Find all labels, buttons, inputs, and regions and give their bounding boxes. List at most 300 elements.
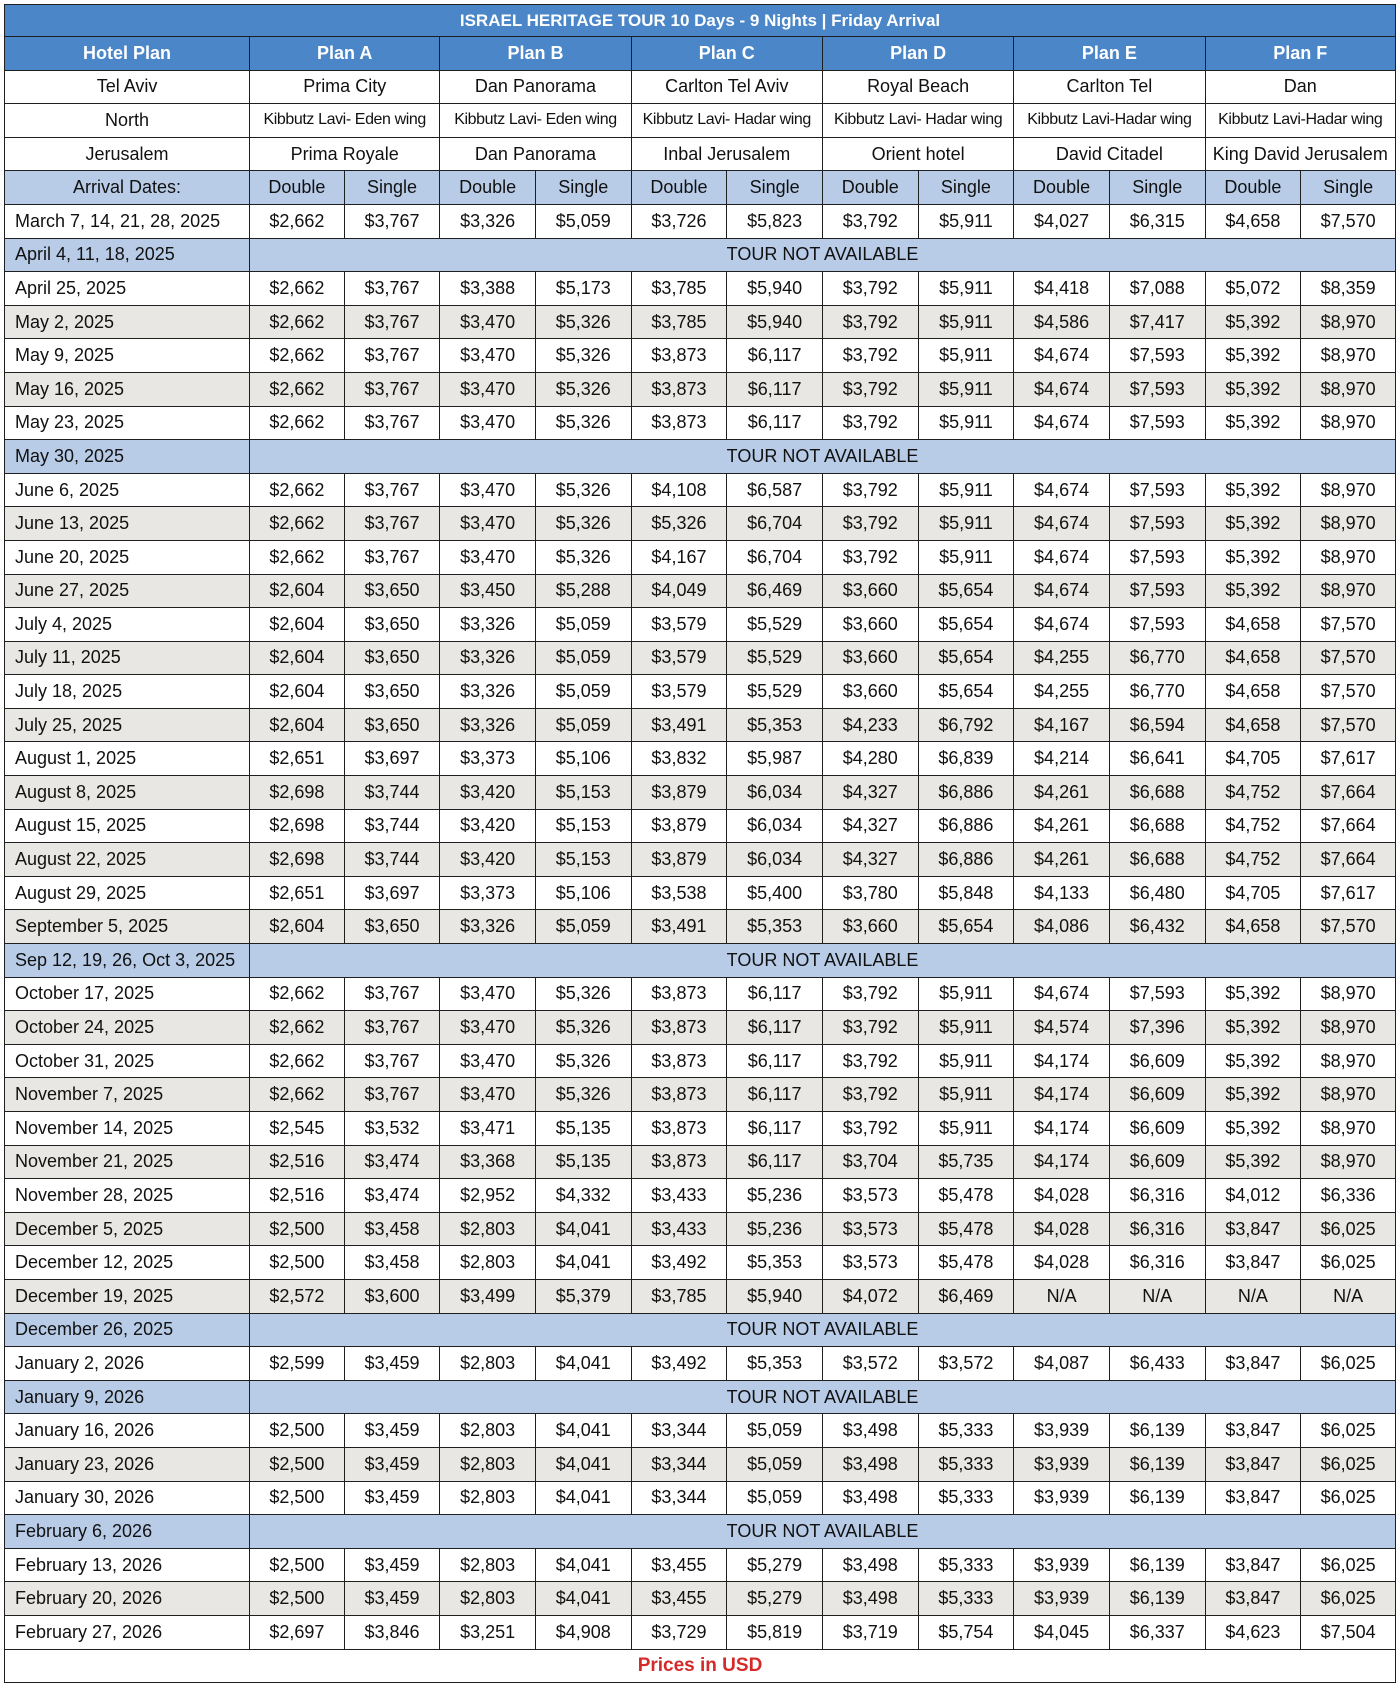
single-price: $5,911 xyxy=(918,1078,1014,1112)
double-price: $3,729 xyxy=(631,1615,727,1649)
single-price: $4,041 xyxy=(535,1246,631,1280)
hotel-name-cell: Dan xyxy=(1205,70,1395,104)
single-price: $7,396 xyxy=(1109,1011,1205,1045)
arrival-date: February 27, 2026 xyxy=(5,1615,250,1649)
double-price: $4,418 xyxy=(1014,272,1110,306)
single-price: $5,059 xyxy=(535,675,631,709)
double-price: $3,873 xyxy=(631,339,727,373)
double-price: $3,939 xyxy=(1014,1414,1110,1448)
double-price: $4,086 xyxy=(1014,910,1110,944)
double-price: $3,251 xyxy=(440,1615,536,1649)
single-price: $7,664 xyxy=(1301,776,1396,810)
single-price: $5,059 xyxy=(535,708,631,742)
double-price: $5,392 xyxy=(1205,339,1301,373)
double-price: $3,792 xyxy=(822,406,918,440)
double-price: $2,803 xyxy=(440,1548,536,1582)
double-price: $3,879 xyxy=(631,776,727,810)
single-price: $6,025 xyxy=(1301,1212,1396,1246)
double-price: $3,792 xyxy=(822,473,918,507)
double-price: $5,326 xyxy=(631,507,727,541)
table-row xyxy=(5,608,1396,642)
table-row xyxy=(5,272,1396,306)
single-price: $7,504 xyxy=(1301,1615,1396,1649)
double-price: $3,470 xyxy=(440,339,536,373)
single-price: $6,886 xyxy=(918,809,1014,843)
single-price: $6,480 xyxy=(1109,876,1205,910)
single-header: Single xyxy=(1109,171,1205,205)
single-price: $5,529 xyxy=(727,675,823,709)
single-price: $5,911 xyxy=(918,272,1014,306)
double-price: $4,586 xyxy=(1014,305,1110,339)
double-price: $5,392 xyxy=(1205,305,1301,339)
double-price: $4,327 xyxy=(822,843,918,877)
double-price: $2,662 xyxy=(250,507,345,541)
single-price: $8,970 xyxy=(1301,977,1396,1011)
double-price: $3,792 xyxy=(822,272,918,306)
single-price: $6,704 xyxy=(727,507,823,541)
header-hotel-plan: Hotel Plan xyxy=(5,37,250,71)
arrival-date: July 11, 2025 xyxy=(5,641,250,675)
tour-not-available: TOUR NOT AVAILABLE xyxy=(250,1313,1396,1347)
single-price: $8,970 xyxy=(1301,339,1396,373)
single-price: $3,474 xyxy=(344,1145,440,1179)
single-price: $7,617 xyxy=(1301,742,1396,776)
single-price: $3,572 xyxy=(918,1347,1014,1381)
double-price: $2,500 xyxy=(250,1246,345,1280)
room-type-header-row xyxy=(5,171,1396,205)
double-price: $3,470 xyxy=(440,305,536,339)
single-price: $7,570 xyxy=(1301,708,1396,742)
single-price: $5,153 xyxy=(535,776,631,810)
arrival-date: October 31, 2025 xyxy=(5,1044,250,1078)
double-price: $3,470 xyxy=(440,372,536,406)
double-price: $5,392 xyxy=(1205,1044,1301,1078)
hotel-and-price-rows xyxy=(5,70,1396,1649)
double-price: $4,752 xyxy=(1205,776,1301,810)
double-price: $2,952 xyxy=(440,1179,536,1213)
arrival-date: July 4, 2025 xyxy=(5,608,250,642)
single-price: $6,316 xyxy=(1109,1246,1205,1280)
double-price: $2,604 xyxy=(250,641,345,675)
double-price: $4,705 xyxy=(1205,876,1301,910)
double-price: $3,471 xyxy=(440,1112,536,1146)
double-price: $3,344 xyxy=(631,1447,727,1481)
arrival-date: January 23, 2026 xyxy=(5,1447,250,1481)
double-price: $4,261 xyxy=(1014,776,1110,810)
single-price: $5,106 xyxy=(535,876,631,910)
single-price: $4,041 xyxy=(535,1414,631,1448)
arrival-date: May 30, 2025 xyxy=(5,440,250,474)
double-price: $2,803 xyxy=(440,1246,536,1280)
arrival-date: March 7, 14, 21, 28, 2025 xyxy=(5,204,250,238)
unavailable-row xyxy=(5,1515,1396,1549)
double-price: $3,873 xyxy=(631,372,727,406)
arrival-date: December 5, 2025 xyxy=(5,1212,250,1246)
single-price: $5,911 xyxy=(918,507,1014,541)
hotel-name-cell: Kibbutz Lavi- Eden wing xyxy=(440,104,631,138)
double-price: $5,392 xyxy=(1205,406,1301,440)
prices-currency-note: Prices in USD xyxy=(5,1649,1396,1683)
single-price: $8,970 xyxy=(1301,1011,1396,1045)
double-price: $3,873 xyxy=(631,1145,727,1179)
double-price: $3,719 xyxy=(822,1615,918,1649)
hotel-name-cell: King David Jerusalem xyxy=(1205,137,1395,171)
double-price: $4,674 xyxy=(1014,406,1110,440)
single-price: $3,650 xyxy=(344,910,440,944)
arrival-date: July 18, 2025 xyxy=(5,675,250,709)
double-price: $2,516 xyxy=(250,1145,345,1179)
double-price: $4,174 xyxy=(1014,1145,1110,1179)
double-price: $2,803 xyxy=(440,1582,536,1616)
hotel-name-cell: Royal Beach xyxy=(822,70,1013,104)
table-row xyxy=(5,1481,1396,1515)
single-price: $5,326 xyxy=(535,406,631,440)
single-price: $7,664 xyxy=(1301,809,1396,843)
double-price: $4,174 xyxy=(1014,1044,1110,1078)
double-price: $3,792 xyxy=(822,977,918,1011)
table-row xyxy=(5,1044,1396,1078)
single-price: $6,316 xyxy=(1109,1179,1205,1213)
price-table-container xyxy=(4,4,1396,1683)
tour-not-available: TOUR NOT AVAILABLE xyxy=(250,1380,1396,1414)
double-price: $2,662 xyxy=(250,305,345,339)
single-price: $3,474 xyxy=(344,1179,440,1213)
double-price: $2,500 xyxy=(250,1548,345,1582)
single-price: $5,529 xyxy=(727,608,823,642)
single-price: $5,326 xyxy=(535,977,631,1011)
single-price: $5,059 xyxy=(727,1481,823,1515)
double-price: $3,873 xyxy=(631,1044,727,1078)
single-price: $7,593 xyxy=(1109,339,1205,373)
table-row xyxy=(5,776,1396,810)
double-price: $4,028 xyxy=(1014,1246,1110,1280)
single-price: $6,469 xyxy=(727,574,823,608)
hotel-city-label: North xyxy=(5,104,250,138)
table-row xyxy=(5,1347,1396,1381)
double-price: $2,604 xyxy=(250,574,345,608)
table-row xyxy=(5,1582,1396,1616)
table-row xyxy=(5,910,1396,944)
double-price: $2,697 xyxy=(250,1615,345,1649)
double-price: $3,660 xyxy=(822,574,918,608)
single-price: $6,117 xyxy=(727,339,823,373)
single-header: Single xyxy=(535,171,631,205)
table-row xyxy=(5,1179,1396,1213)
single-price: $6,139 xyxy=(1109,1447,1205,1481)
plan-header-row xyxy=(5,37,1396,71)
single-price: $5,940 xyxy=(727,272,823,306)
single-price: $5,135 xyxy=(535,1112,631,1146)
single-price: $6,641 xyxy=(1109,742,1205,776)
double-price: $3,326 xyxy=(440,708,536,742)
single-price: $8,970 xyxy=(1301,540,1396,574)
arrival-date: August 15, 2025 xyxy=(5,809,250,843)
table-row xyxy=(5,507,1396,541)
single-price: $8,970 xyxy=(1301,1044,1396,1078)
single-price: $6,469 xyxy=(918,1279,1014,1313)
double-price: $4,167 xyxy=(631,540,727,574)
single-price: $5,911 xyxy=(918,1044,1014,1078)
single-price: $6,117 xyxy=(727,1112,823,1146)
footer-row xyxy=(5,1649,1396,1683)
double-price: $5,392 xyxy=(1205,977,1301,1011)
single-price: $3,767 xyxy=(344,507,440,541)
single-price: $7,570 xyxy=(1301,608,1396,642)
single-price: $4,041 xyxy=(535,1481,631,1515)
double-price: $2,604 xyxy=(250,708,345,742)
double-price: $4,574 xyxy=(1014,1011,1110,1045)
single-price: $5,326 xyxy=(535,473,631,507)
single-price: $3,458 xyxy=(344,1246,440,1280)
double-price: $4,674 xyxy=(1014,339,1110,373)
hotel-name-cell: Prima Royale xyxy=(250,137,440,171)
double-price: $4,028 xyxy=(1014,1179,1110,1213)
double-header: Double xyxy=(1014,171,1110,205)
arrival-date: January 30, 2026 xyxy=(5,1481,250,1515)
double-price: $3,470 xyxy=(440,1078,536,1112)
double-price: $4,133 xyxy=(1014,876,1110,910)
hotel-name-cell: Orient hotel xyxy=(822,137,1013,171)
single-price: $5,333 xyxy=(918,1481,1014,1515)
single-price: $6,839 xyxy=(918,742,1014,776)
single-price: $7,570 xyxy=(1301,910,1396,944)
table-row xyxy=(5,1145,1396,1179)
arrival-date: December 19, 2025 xyxy=(5,1279,250,1313)
single-header: Single xyxy=(918,171,1014,205)
unavailable-row xyxy=(5,238,1396,272)
double-price: $3,879 xyxy=(631,843,727,877)
arrival-date: August 1, 2025 xyxy=(5,742,250,776)
arrival-date: January 2, 2026 xyxy=(5,1347,250,1381)
single-price: $5,326 xyxy=(535,372,631,406)
double-price: $3,873 xyxy=(631,1112,727,1146)
single-price: $5,353 xyxy=(727,1347,823,1381)
single-price: $6,025 xyxy=(1301,1414,1396,1448)
footer-body xyxy=(5,1649,1396,1683)
arrival-date: April 25, 2025 xyxy=(5,272,250,306)
double-price: $4,174 xyxy=(1014,1078,1110,1112)
single-price: $5,326 xyxy=(535,1044,631,1078)
table-row xyxy=(5,809,1396,843)
single-price: $5,911 xyxy=(918,339,1014,373)
single-price: $5,478 xyxy=(918,1179,1014,1213)
table-row xyxy=(5,574,1396,608)
single-price: $5,279 xyxy=(727,1582,823,1616)
double-price: $3,792 xyxy=(822,372,918,406)
double-price: $3,326 xyxy=(440,675,536,709)
double-price: $3,420 xyxy=(440,809,536,843)
single-price: $5,333 xyxy=(918,1414,1014,1448)
single-price: $5,654 xyxy=(918,574,1014,608)
single-price: $3,767 xyxy=(344,1011,440,1045)
double-price: $4,012 xyxy=(1205,1179,1301,1213)
single-price: $3,767 xyxy=(344,473,440,507)
single-price: $5,529 xyxy=(727,641,823,675)
double-price: $3,726 xyxy=(631,204,727,238)
hotel-row xyxy=(5,104,1396,138)
table-row xyxy=(5,305,1396,339)
double-price: $3,847 xyxy=(1205,1414,1301,1448)
double-price: $3,785 xyxy=(631,305,727,339)
single-price: $5,288 xyxy=(535,574,631,608)
double-price: $2,500 xyxy=(250,1212,345,1246)
double-price: $4,174 xyxy=(1014,1112,1110,1146)
single-price: $6,117 xyxy=(727,372,823,406)
single-price: $5,940 xyxy=(727,305,823,339)
single-price: $6,770 xyxy=(1109,675,1205,709)
table-row xyxy=(5,1414,1396,1448)
single-price: $6,688 xyxy=(1109,843,1205,877)
double-price: $3,450 xyxy=(440,574,536,608)
hotel-name-cell: Prima City xyxy=(250,70,440,104)
single-price: $5,848 xyxy=(918,876,1014,910)
single-price: $5,353 xyxy=(727,708,823,742)
single-price: $5,236 xyxy=(727,1179,823,1213)
table-row xyxy=(5,675,1396,709)
unavailable-row xyxy=(5,1380,1396,1414)
double-price: $3,470 xyxy=(440,507,536,541)
double-price: $3,470 xyxy=(440,406,536,440)
double-price: $3,470 xyxy=(440,1011,536,1045)
tour-not-available: TOUR NOT AVAILABLE xyxy=(250,1515,1396,1549)
double-price: $4,214 xyxy=(1014,742,1110,776)
hotel-name-cell: Kibbutz Lavi-Hadar wing xyxy=(1014,104,1205,138)
double-header: Double xyxy=(1205,171,1301,205)
double-price: $3,873 xyxy=(631,1011,727,1045)
double-price: $3,498 xyxy=(822,1582,918,1616)
double-price: $3,498 xyxy=(822,1481,918,1515)
arrival-date: August 8, 2025 xyxy=(5,776,250,810)
arrival-date: December 26, 2025 xyxy=(5,1313,250,1347)
double-price: $3,326 xyxy=(440,641,536,675)
title-row xyxy=(5,5,1396,37)
double-price: $3,498 xyxy=(822,1447,918,1481)
arrival-date: January 9, 2026 xyxy=(5,1380,250,1414)
single-price: $6,792 xyxy=(918,708,1014,742)
double-price: $4,167 xyxy=(1014,708,1110,742)
double-price: N/A xyxy=(1205,1279,1301,1313)
arrival-date: June 6, 2025 xyxy=(5,473,250,507)
double-price: $3,470 xyxy=(440,540,536,574)
double-price: $3,939 xyxy=(1014,1447,1110,1481)
double-price: $3,344 xyxy=(631,1414,727,1448)
table-row xyxy=(5,1615,1396,1649)
hotel-city-label: Tel Aviv xyxy=(5,70,250,104)
double-price: $2,662 xyxy=(250,1078,345,1112)
double-price: $2,604 xyxy=(250,608,345,642)
double-price: $3,573 xyxy=(822,1246,918,1280)
single-price: $7,664 xyxy=(1301,843,1396,877)
double-price: $3,792 xyxy=(822,1112,918,1146)
double-price: $2,545 xyxy=(250,1112,345,1146)
single-price: $3,459 xyxy=(344,1447,440,1481)
single-price: $7,570 xyxy=(1301,675,1396,709)
single-price: $3,767 xyxy=(344,305,440,339)
double-price: $3,491 xyxy=(631,910,727,944)
double-price: $3,344 xyxy=(631,1481,727,1515)
single-price: $5,353 xyxy=(727,1246,823,1280)
double-price: $3,498 xyxy=(822,1548,918,1582)
single-price: $5,173 xyxy=(535,272,631,306)
double-price: $4,108 xyxy=(631,473,727,507)
single-price: $7,593 xyxy=(1109,406,1205,440)
single-price: $3,767 xyxy=(344,540,440,574)
double-price: $2,500 xyxy=(250,1447,345,1481)
double-price: $4,027 xyxy=(1014,204,1110,238)
double-price: $2,516 xyxy=(250,1179,345,1213)
single-price: $5,326 xyxy=(535,339,631,373)
single-price: $5,059 xyxy=(535,641,631,675)
double-price: $5,392 xyxy=(1205,473,1301,507)
double-price: $3,832 xyxy=(631,742,727,776)
double-price: $3,579 xyxy=(631,675,727,709)
double-price: $4,255 xyxy=(1014,641,1110,675)
single-price: $5,059 xyxy=(727,1414,823,1448)
double-price: $2,662 xyxy=(250,272,345,306)
double-price: $3,792 xyxy=(822,305,918,339)
single-price: $3,650 xyxy=(344,574,440,608)
double-price: $3,792 xyxy=(822,339,918,373)
single-header: Single xyxy=(727,171,823,205)
arrival-date: August 29, 2025 xyxy=(5,876,250,910)
single-price: $6,886 xyxy=(918,776,1014,810)
double-header: Double xyxy=(822,171,918,205)
double-price: $4,674 xyxy=(1014,574,1110,608)
double-price: $3,792 xyxy=(822,1044,918,1078)
single-price: $3,846 xyxy=(344,1615,440,1649)
single-price: $5,326 xyxy=(535,1078,631,1112)
single-price: $6,594 xyxy=(1109,708,1205,742)
single-header: Single xyxy=(344,171,440,205)
single-price: $6,139 xyxy=(1109,1548,1205,1582)
double-price: $3,498 xyxy=(822,1414,918,1448)
double-price: $5,392 xyxy=(1205,574,1301,608)
arrival-date: February 20, 2026 xyxy=(5,1582,250,1616)
single-price: $5,059 xyxy=(535,608,631,642)
double-price: $3,326 xyxy=(440,204,536,238)
single-price: $5,911 xyxy=(918,372,1014,406)
hotel-row xyxy=(5,70,1396,104)
double-price: $3,847 xyxy=(1205,1481,1301,1515)
double-price: $2,662 xyxy=(250,1044,345,1078)
single-price: $7,417 xyxy=(1109,305,1205,339)
double-price: $3,660 xyxy=(822,910,918,944)
table-row xyxy=(5,1548,1396,1582)
single-price: $5,059 xyxy=(727,1447,823,1481)
single-price: $3,767 xyxy=(344,272,440,306)
arrival-date: November 21, 2025 xyxy=(5,1145,250,1179)
single-price: $7,088 xyxy=(1109,272,1205,306)
tour-not-available: TOUR NOT AVAILABLE xyxy=(250,944,1396,978)
single-price: $7,593 xyxy=(1109,473,1205,507)
single-price: $5,940 xyxy=(727,1279,823,1313)
single-price: $3,767 xyxy=(344,339,440,373)
arrival-date: January 16, 2026 xyxy=(5,1414,250,1448)
arrival-date: June 20, 2025 xyxy=(5,540,250,574)
double-price: $4,674 xyxy=(1014,473,1110,507)
table-row xyxy=(5,1078,1396,1112)
double-price: $3,847 xyxy=(1205,1447,1301,1481)
single-price: $8,970 xyxy=(1301,507,1396,541)
single-price: $6,337 xyxy=(1109,1615,1205,1649)
hotel-name-cell: Carlton Tel xyxy=(1014,70,1205,104)
double-price: $2,662 xyxy=(250,1011,345,1045)
single-price: $3,744 xyxy=(344,843,440,877)
tour-not-available: TOUR NOT AVAILABLE xyxy=(250,440,1396,474)
hotel-city-label: Jerusalem xyxy=(5,137,250,171)
single-price: $3,697 xyxy=(344,876,440,910)
hotel-name-cell: Kibbutz Lavi- Hadar wing xyxy=(822,104,1013,138)
